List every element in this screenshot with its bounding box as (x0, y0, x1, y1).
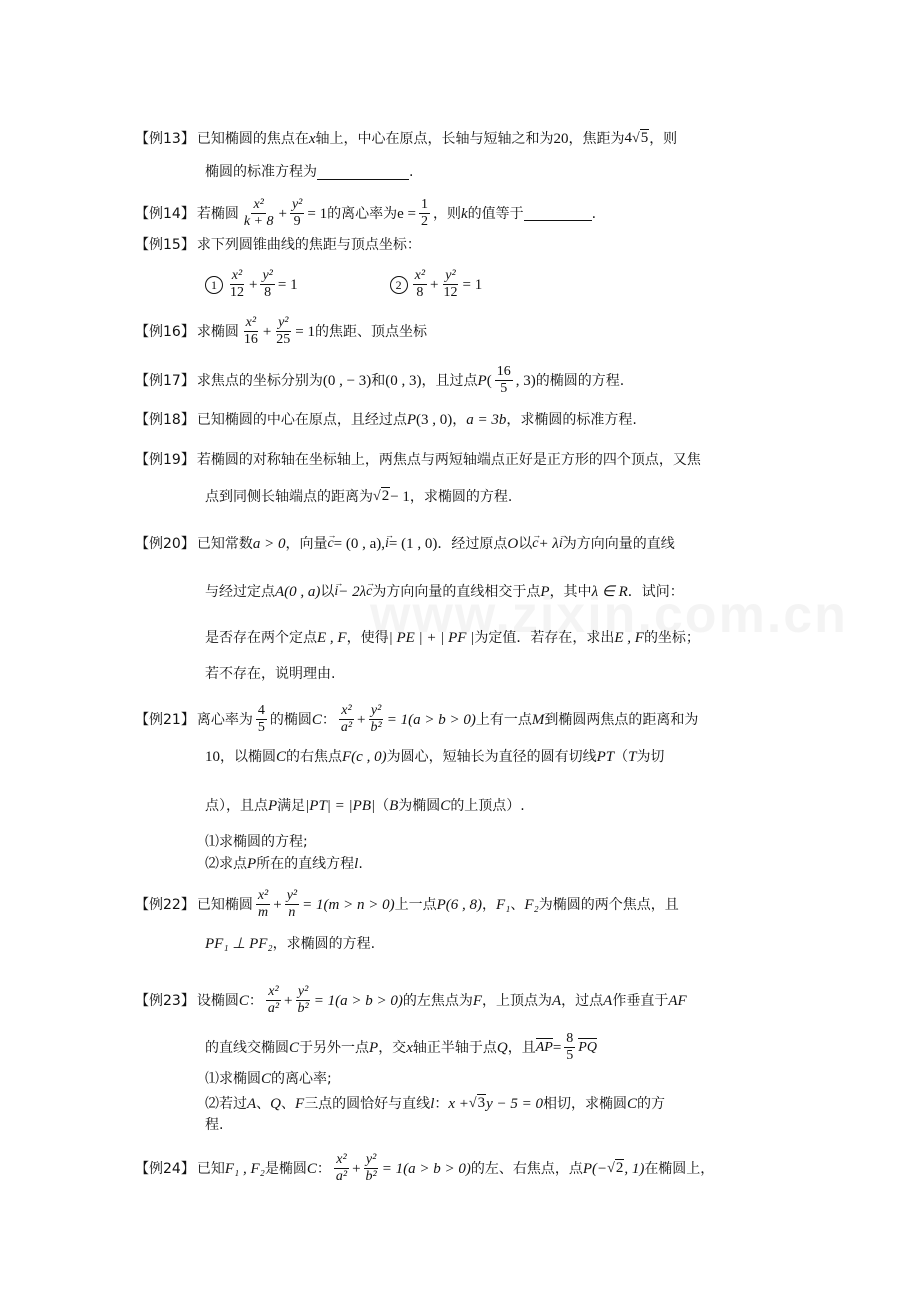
example-label: 【例16】 (135, 323, 195, 340)
math: C (276, 749, 287, 765)
math-fraction: $\frac{\text{y²}}{8}$ (262, 268, 273, 300)
text: ： (434, 1095, 449, 1112)
text: 已知椭圆的焦点在 (196, 130, 309, 147)
example-24-line (135, 1152, 714, 1185)
math-fraction: $\frac{\text{y²}}{\text{b²}}$ (370, 703, 382, 735)
text: 的方 (637, 1095, 665, 1112)
text: 点到同侧长轴端点的距离为 (205, 488, 373, 505)
example-23-line-2 (205, 1031, 597, 1064)
text: 为切 (636, 749, 665, 765)
text: ，求椭圆的方程. (409, 488, 513, 505)
math: P (268, 798, 278, 814)
math: x (406, 1039, 413, 1056)
math: 20 (553, 130, 569, 147)
math: A (603, 992, 613, 1009)
math: P (369, 1039, 379, 1056)
text: 椭圆的标准方程为 (205, 164, 317, 180)
math-sqrt: √2 (373, 488, 390, 504)
example-21-question-2 (205, 855, 363, 873)
text: ，则 (649, 130, 678, 147)
text: 为圆心，短轴长为直径的圆有切线 (386, 749, 597, 765)
math: + (352, 1160, 361, 1177)
text: 轴上，中心在原点，长轴与短轴之和为 (315, 130, 554, 147)
text: ，且 (507, 1039, 536, 1056)
math-vector: PQ (578, 1040, 597, 1055)
math: F (472, 992, 482, 1009)
example-label: 【例21】 (135, 711, 195, 728)
text: 若不存在，说明理由. (205, 666, 336, 682)
math-fraction: $\frac{\text{y²}}{25}$ (276, 315, 291, 347)
math: + λ (538, 536, 559, 552)
math: + (430, 276, 439, 293)
text: 是否存在两个定点 (205, 630, 317, 646)
example-label: 【例22】 (135, 896, 195, 913)
text: 以 (518, 536, 533, 552)
example-label: 【例13】 (135, 130, 195, 147)
example-21-line-1 (135, 703, 698, 736)
example-15-line (135, 236, 421, 254)
example-label: 【例14】 (135, 205, 195, 222)
text: ： (248, 992, 263, 1009)
text: ⑴求椭圆的方程; (205, 834, 308, 850)
math: = 1 (277, 276, 298, 293)
math: F₂ (524, 896, 539, 913)
text: 为方向向量的直线 (562, 536, 675, 552)
text: 作垂直于 (612, 992, 669, 1009)
example-label: 【例19】 (135, 452, 195, 468)
text: ，上顶点为 (482, 992, 552, 1009)
text: 的左、右焦点，点 (470, 1160, 583, 1177)
text: 上有一点 (475, 711, 532, 728)
math: F(c , 0) (342, 749, 387, 765)
math-fraction: $\frac{\text{x²}}{m}$ (257, 888, 269, 920)
text: ，以椭圆 (220, 749, 276, 765)
example-label: 【例15】 (135, 237, 195, 253)
example-18-line (135, 411, 637, 429)
math: − 2λ (338, 584, 367, 600)
text: ： (321, 711, 336, 728)
math: + (284, 992, 293, 1009)
text: （ (614, 749, 629, 765)
math: x (308, 130, 316, 147)
text: 相切，求椭圆 (542, 1095, 627, 1112)
math: + (273, 896, 282, 913)
example-label: 【例24】 (135, 1160, 195, 1177)
circled-number: 2 (390, 276, 408, 294)
text: ⑴求椭圆 (205, 1071, 261, 1087)
text: ： (316, 1160, 331, 1177)
math: Q (496, 1039, 508, 1056)
math: P(6 , 8) (436, 896, 482, 913)
text: . (591, 205, 597, 222)
text: 为方向向量的直线相交于点 (372, 584, 541, 600)
math-fraction: $\frac{\text{y²}}{n}$ (286, 888, 298, 920)
text: 的左焦点为 (402, 992, 473, 1009)
text: 求椭圆 (196, 323, 239, 340)
math: , 3) (515, 372, 536, 389)
math: P (406, 412, 416, 428)
text: 为椭圆的两个焦点，且 (538, 896, 679, 913)
text: ⑵求点 (205, 856, 247, 872)
math: + (357, 711, 366, 728)
text: 程. (205, 1117, 224, 1133)
math-fraction: $\frac{\text{y²}}{\text{b²}}$ (365, 1152, 377, 1184)
math-fraction: $\frac{\text{x²}}{\text{a²}}$ (340, 703, 353, 735)
math: + (262, 323, 272, 340)
example-17-line: 【例17】 求焦点的坐标分别为 (0 , − 3) 和 (0 , 3) ，且过点 P ( $\frac{16}{5}$ , 3) 的椭圆的方程. (135, 364, 625, 396)
math: B (389, 798, 399, 814)
math: E , F (317, 630, 347, 646)
math: l (354, 856, 359, 872)
example-20-line-4 (205, 665, 335, 683)
text: 为定值．若存在，求出 (474, 630, 615, 646)
text: 、 (281, 1095, 296, 1112)
math: k (460, 205, 468, 222)
math: F₁ , F₂ (224, 1160, 265, 1177)
text: 是椭圆 (264, 1160, 307, 1177)
math: λ ∈ R (591, 584, 628, 600)
text: 的椭圆的方程. (535, 372, 625, 389)
math: , 1) (624, 1160, 645, 1177)
text: 的直线交椭圆 (205, 1039, 289, 1056)
example-22-line-2 (205, 935, 375, 953)
example-15-formulas (205, 268, 482, 301)
math: x + (448, 1095, 469, 1112)
math-fraction: $\frac{\text{y²}}{9}$ (291, 197, 303, 229)
math: O (507, 536, 519, 552)
circled-number: 1 (205, 276, 223, 294)
text: ，交 (378, 1039, 407, 1056)
text: 到椭圆两焦点的距离和为 (544, 711, 699, 728)
example-label: 【例17】 (135, 372, 195, 389)
text: 三点的圆恰好与直线 (304, 1095, 431, 1112)
text: 的焦距、顶点坐标 (315, 323, 428, 340)
math-fraction: $\frac{16}{5}$ (496, 364, 511, 396)
math: C (440, 798, 451, 814)
math: = 1(a > b > 0) (381, 1160, 471, 1177)
math: y − 5 = 0 (486, 1095, 543, 1112)
text: ．试问： (627, 584, 684, 600)
text: （ (375, 798, 390, 814)
math-sqrt: √3 (468, 1095, 486, 1111)
example-14-line (135, 197, 596, 230)
text: 求焦点的坐标分别为 (196, 372, 323, 389)
math: C (289, 1039, 300, 1056)
example-21-line-2 (205, 748, 664, 766)
math: A(0 , a) (275, 584, 321, 600)
text: 的右焦点 (286, 749, 343, 765)
text: 已知 (196, 1160, 225, 1177)
text: ，向量 (285, 536, 328, 552)
math-vector: → i (334, 583, 338, 601)
text: 轴正半轴于点 (412, 1039, 497, 1056)
math-vector: → c (532, 535, 538, 553)
text: 以 (320, 584, 335, 600)
text: 若椭圆的对称轴在坐标轴上，两焦点与两短轴端点正好是正方形的四个顶点，又焦 (196, 452, 701, 468)
text: 的值等于 (467, 205, 524, 222)
math: = 1(a > b > 0) (313, 992, 403, 1009)
math: C (261, 1071, 272, 1087)
math: F₁ (496, 896, 511, 913)
math-vector: AP (535, 1040, 553, 1055)
math-fraction: $\frac{4}{5}$ (257, 703, 265, 735)
math: = (552, 1039, 562, 1056)
text: 点），且点 (205, 798, 268, 814)
text: 已知椭圆 (196, 896, 253, 913)
text: 离心率为 (196, 711, 253, 728)
math: = 1 (307, 205, 328, 222)
example-13-line-1 (135, 129, 677, 148)
math: = 1(m > n > 0) (302, 896, 395, 913)
math: AF (668, 992, 687, 1009)
text: ，且过点 (421, 372, 478, 389)
text: 的离心率; (271, 1071, 332, 1087)
math: F (295, 1095, 305, 1112)
math: T (628, 749, 637, 765)
text: 已知常数 (196, 536, 253, 552)
math: + (278, 205, 287, 222)
math: (0 , − 3) (322, 372, 372, 389)
math: C (238, 992, 249, 1009)
math: P (477, 372, 487, 389)
example-label: 【例23】 (135, 992, 195, 1009)
text: ，过点 (561, 992, 604, 1009)
text: ⑵若过 (205, 1095, 247, 1112)
math: A (552, 992, 562, 1009)
example-20-line-1: 【例20】 已知常数 a > 0 ，向量 → c = (0 , a) , → i = (1 , 0) ．经过原点 O 以 → c + λ → i 为方向向量的直线 (135, 535, 675, 553)
math: (0 , 3) (385, 372, 422, 389)
text: 上一点 (394, 896, 437, 913)
text: ，使得 (346, 630, 389, 646)
example-23-line-1 (135, 984, 687, 1017)
math: = (0 , a) (333, 536, 382, 552)
text: 在椭圆上， (644, 1160, 715, 1177)
math: e = (397, 205, 416, 222)
example-label: 【例18】 (135, 412, 195, 428)
math-fraction: $\frac{\text{x²}}{\text{a²}}$ (267, 984, 280, 1016)
math-fraction: $\frac{\text{y²}}{12}$ (443, 268, 458, 300)
math-fraction: $\frac{\text{x²}}{\text{a²}}$ (335, 1152, 348, 1184)
math: C (306, 1160, 317, 1177)
math-vector: → c (366, 583, 372, 601)
math: = (1 , 0) (388, 536, 438, 552)
math: = 1 (295, 323, 316, 340)
text: 的坐标； (643, 630, 700, 646)
text: ，求椭圆的标准方程. (506, 412, 637, 428)
math: M (531, 711, 545, 728)
example-21-question-1 (205, 833, 308, 851)
text: ， (482, 896, 496, 913)
math-vector: → c (327, 535, 333, 553)
math: P (540, 584, 550, 600)
text: 所在的直线方程 (256, 856, 355, 872)
math: P(− (582, 1160, 608, 1177)
answer-blank (317, 165, 409, 180)
example-19-line-1 (135, 451, 701, 469)
text: 、 (510, 896, 525, 913)
math-vector: → i (385, 535, 389, 553)
text: ．经过原点 (437, 536, 508, 552)
math: + (249, 276, 258, 293)
math-vector: → i (559, 535, 563, 553)
example-20-line-2 (205, 583, 684, 601)
math: E , F (614, 630, 644, 646)
math: C (311, 711, 322, 728)
example-label: 【例20】 (135, 536, 195, 552)
text: ，求椭圆的方程. (272, 936, 376, 952)
text: 的离心率为 (327, 205, 398, 222)
math-fraction: $\frac{\text{x²}}{16}$ (243, 315, 258, 347)
text: ，其中 (549, 584, 592, 600)
math: (3 , 0) (416, 412, 453, 428)
text: . (409, 164, 414, 180)
text: 和 (371, 372, 386, 389)
text: ，则 (432, 205, 461, 222)
text: 已知椭圆的中心在原点，且经过点 (196, 412, 407, 428)
math-sqrt: 4√5 (624, 130, 649, 146)
text: 满足 (277, 798, 306, 814)
math-fraction: $\frac{\text{x²}}{k + 8}$ (243, 197, 274, 229)
example-20-line-3 (205, 629, 700, 647)
text: ， (452, 412, 467, 428)
math-fraction: $\frac{8}{5}$ (566, 1031, 574, 1063)
example-23-question-2-cont (205, 1116, 223, 1134)
text: 的上顶点）. (450, 798, 525, 814)
math: |PT| = |PB| (305, 798, 376, 814)
math: 10 (205, 749, 220, 765)
text: 为椭圆 (398, 798, 441, 814)
example-19-line-2 (205, 487, 512, 506)
example-22-line-1 (135, 888, 679, 921)
math: l (430, 1095, 435, 1112)
text: ，焦距为 (568, 130, 625, 147)
math: = 1(a > b > 0) (386, 711, 476, 728)
math: a > 0 (252, 536, 286, 552)
example-23-question-2 (205, 1094, 665, 1113)
math: C (626, 1095, 637, 1112)
math-sqrt: √2 (607, 1160, 624, 1176)
text: 的椭圆 (269, 711, 312, 728)
math-fraction: $\frac{\text{x²}}{12}$ (230, 268, 244, 300)
math-fraction: $\frac{\text{y²}}{\text{b²}}$ (297, 984, 309, 1016)
example-13-line-2 (205, 163, 413, 181)
text: 于另外一点 (299, 1039, 370, 1056)
text: 与经过定点 (205, 584, 275, 600)
math-fraction: $\frac{\text{x²}}{8}$ (414, 268, 426, 300)
math: A (247, 1095, 257, 1112)
text: 设椭圆 (196, 992, 239, 1009)
math-fraction: $\frac{1}{2}$ (420, 197, 428, 229)
text: . (358, 856, 363, 872)
math: Q (270, 1095, 282, 1112)
math: PT (596, 749, 615, 765)
example-23-question-1 (205, 1070, 332, 1088)
math: P (247, 856, 257, 872)
example-21-line-3 (205, 797, 525, 815)
math: − 1 (390, 488, 410, 505)
answer-blank (524, 206, 592, 221)
text: 、 (256, 1095, 271, 1112)
math: = 1 (462, 276, 483, 293)
example-16-line (135, 315, 427, 348)
math: PF₁ ⊥ PF₂ (205, 936, 273, 952)
text: 若椭圆 (196, 205, 239, 222)
text: 求下列圆锥曲线的焦距与顶点坐标： (196, 237, 421, 253)
math: | PE | + | PF | (388, 630, 475, 646)
math: a = 3b (466, 412, 507, 428)
